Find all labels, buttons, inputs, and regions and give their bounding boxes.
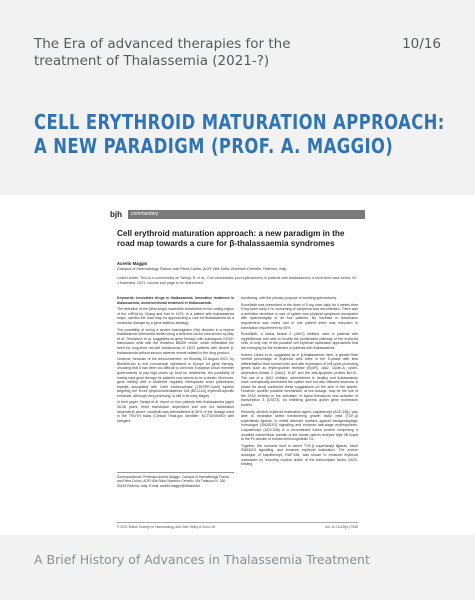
paper-column-right <box>241 296 358 469</box>
footer-text: A Brief History of Advances in Thalassemia Treatment <box>34 552 370 567</box>
paper-column-left <box>117 296 234 425</box>
paper-footer <box>117 522 358 529</box>
correspondence-note: Correspondence: Professor Aurelio Maggio, Campus of Haematology Franco and Piera Cutino, AOR Villa Sofia-Vincenzo Cervello, Via Trabucco N. 180, 90146 Palermo, Italy. E-mail: aurelio.maggio@villasofia.it <box>117 472 234 488</box>
paragraph: In their paper, Taneja et al. report on four patients with thalassaemia (aged 26-36 years; three transfusion dependent and one not transfusion dependent) where ruxolitinib was administered at 50% of the dosage used in the TRUTH study (Clinical Trials.gov Identifier: NCT02049450) with stringent <box>117 400 234 423</box>
paragraph: Ruxolitinib was prescribed in the dose of 5 mg once daily for 4 weeks then 5 mg twice daily if no worsening of cytopenia was documented. There was a definitive decrease in size of spleen and physical symptoms associated with splenomegaly in all four patients. No increase in transfusion requirement was noted and in one patient there was reduction in transfusion requirement by 35%. <box>241 302 358 330</box>
document-area <box>0 195 475 535</box>
paragraph: Ruxolitinib, a Janus kinase 2 (JAK2) inhibitor used in patients with myelofibrosis and able to modify the proliferative pathway of the erythroid cells, is only one of the possible cell erythroid maturation approaches that are emerging for the treatment of patients with thalassaemia. <box>241 332 358 350</box>
slide-title-line-2: A NEW PARADIGM (PROF. A. MAGGIO) <box>34 134 394 158</box>
paragraph: Recently, another erythroid maturation agent, luspatercept (ACE-536), was able to neutralise select transforming growth factor beta (TGF-β) superfamily ligands, to inhibit aberrant mothers against decapentaplegic homologue (SMAD2/3) signalling and enhance late-stage erythropoiesis. Luspatercept (ACE-536) is a recombinant fusion protein comprising a modified extracellular domain of the human activin receptor type IIB fused to the Fc domain of human immunoglobulin G1. <box>241 409 358 442</box>
keywords: Keywords: innovative drugs in thalassaemia, innovative treatment in thalassaemia, unconventional treatment in thalassaemia. <box>117 296 234 305</box>
slide-footer <box>0 535 475 600</box>
presentation-title: The Era of advanced therapies for the treatment of Thalassemia (2021-?) <box>34 36 291 69</box>
paragraph: The detection of the βthal single-nucleotide substitution in the coding region of the mRNA by Chang and Kan in 1979, in a patient with thalassaemia major, opened the road map for approaching a cure for thalassaemia as a molecular disease by a gene addition strategy. <box>117 307 235 325</box>
paragraph: The possibility of curing a severe haemoglobin (Hb) disorder in a murine thalassaemic intermedia model using a lentivirus vector was shown by May et al. Thompson et al. suggested as gene therapy with autologous CD34+ transduced cells with the lentivirus BB305 vector, which eliminated the need for long-term red-cell transfusions in 15/22 patients with severe β-thalassaemia without serious adverse events related to the drug product. <box>117 327 234 355</box>
paper-page <box>110 210 365 535</box>
journal-logo: bjh <box>110 210 122 219</box>
journal-header <box>110 210 365 219</box>
doi: doi: 10.1111/bjh.17848 <box>325 525 358 529</box>
paragraph: Together, the domains bind to select TGF-β superfamily ligands, block SMAD2/3 signalling, and enhance erythroid maturation. The murine analogue of luspatercept, RAP-536, was shown to enhance erythroid maturation by restoring nuclear levels of the transcription factor GATA-binding <box>241 443 358 467</box>
copyright-note: © 2021 British Society for Haematology and John Wiley & Sons Ltd <box>117 525 216 529</box>
slide-title <box>34 110 445 158</box>
linked-article-note: Linked article: This is a commentary on Taneja, R. et al., Can mesoblastic poor splenectomy in patients with thalassaemia: a short term case series. Br J Haematol. 2021; volume and page to be determined. <box>117 276 356 285</box>
journal-section-tag: commentary <box>128 210 365 219</box>
paragraph: monitoring, with the primary purpose of avoiding splenectomy. <box>241 296 337 300</box>
paper-author: Aurelio Maggio <box>117 261 148 266</box>
slide-title-line-1: CELL ERYTHROID MATURATION APPROACH: <box>34 110 445 134</box>
slide-header <box>0 0 475 195</box>
paper-title: Cell erythroid maturation approach: a new paradigm in the road map towards a cure for β-thalassaemia syndromes <box>117 229 345 248</box>
page-number: 10/16 <box>402 36 441 52</box>
paragraph: Indeed, Libani et al. suggested as in β-thalassaemic mice, a greater than normal percentage of erythroid cells were in the S-phase with less differentiation than normal ones and with expression of cell cycle promoting genes such as erythropoietin receptor (EpoR), Jak2, Cyclin-A, cyclin-dependent kinase 2 (Cdk2), Ki-67 and the anti-apoptotic protein Bcl-XL. The use of a JAK2 inhibitor, administered to healthy and thalassaemic mice, dramatically decreased the spleen size but also affected anaemia. A phase IIa study confirmed these suggestions on the size of the spleen. However, another possible mechanism, at low dosage, may be the role of the JAK2 inhibitor in the activation of signal transducer and activator of transcription 3 (STAT3), an inhibiting gamma globin gene expression protein. <box>241 352 358 408</box>
paragraph: However, because of the announcement, on Monday 23 August 2021, by Bluebird-bio to end commercial operations in Europe for gene therapy, choosing that it has been too difficult to convince European Union member governments to pay high prices up front for treatments, the possibility of having beta gene therapy for patients now seems to be a dream. Moreover, gene editing with a clustered regularly interspaced short palindromic repeats associated with Cas9 endonuclease (CRISPR-Cas9) system targeting the B-cell lymphoma/leukaemia 11A (BCL11A) erythroid-specific enhancer, although very promising, is still in its early stages. <box>117 357 234 398</box>
paper-affiliation: Campus of Haematology Franco and Piera Cutino, AOR Villa Sofia-Vincenzo Cervello, Palermo, Italy <box>117 267 287 271</box>
